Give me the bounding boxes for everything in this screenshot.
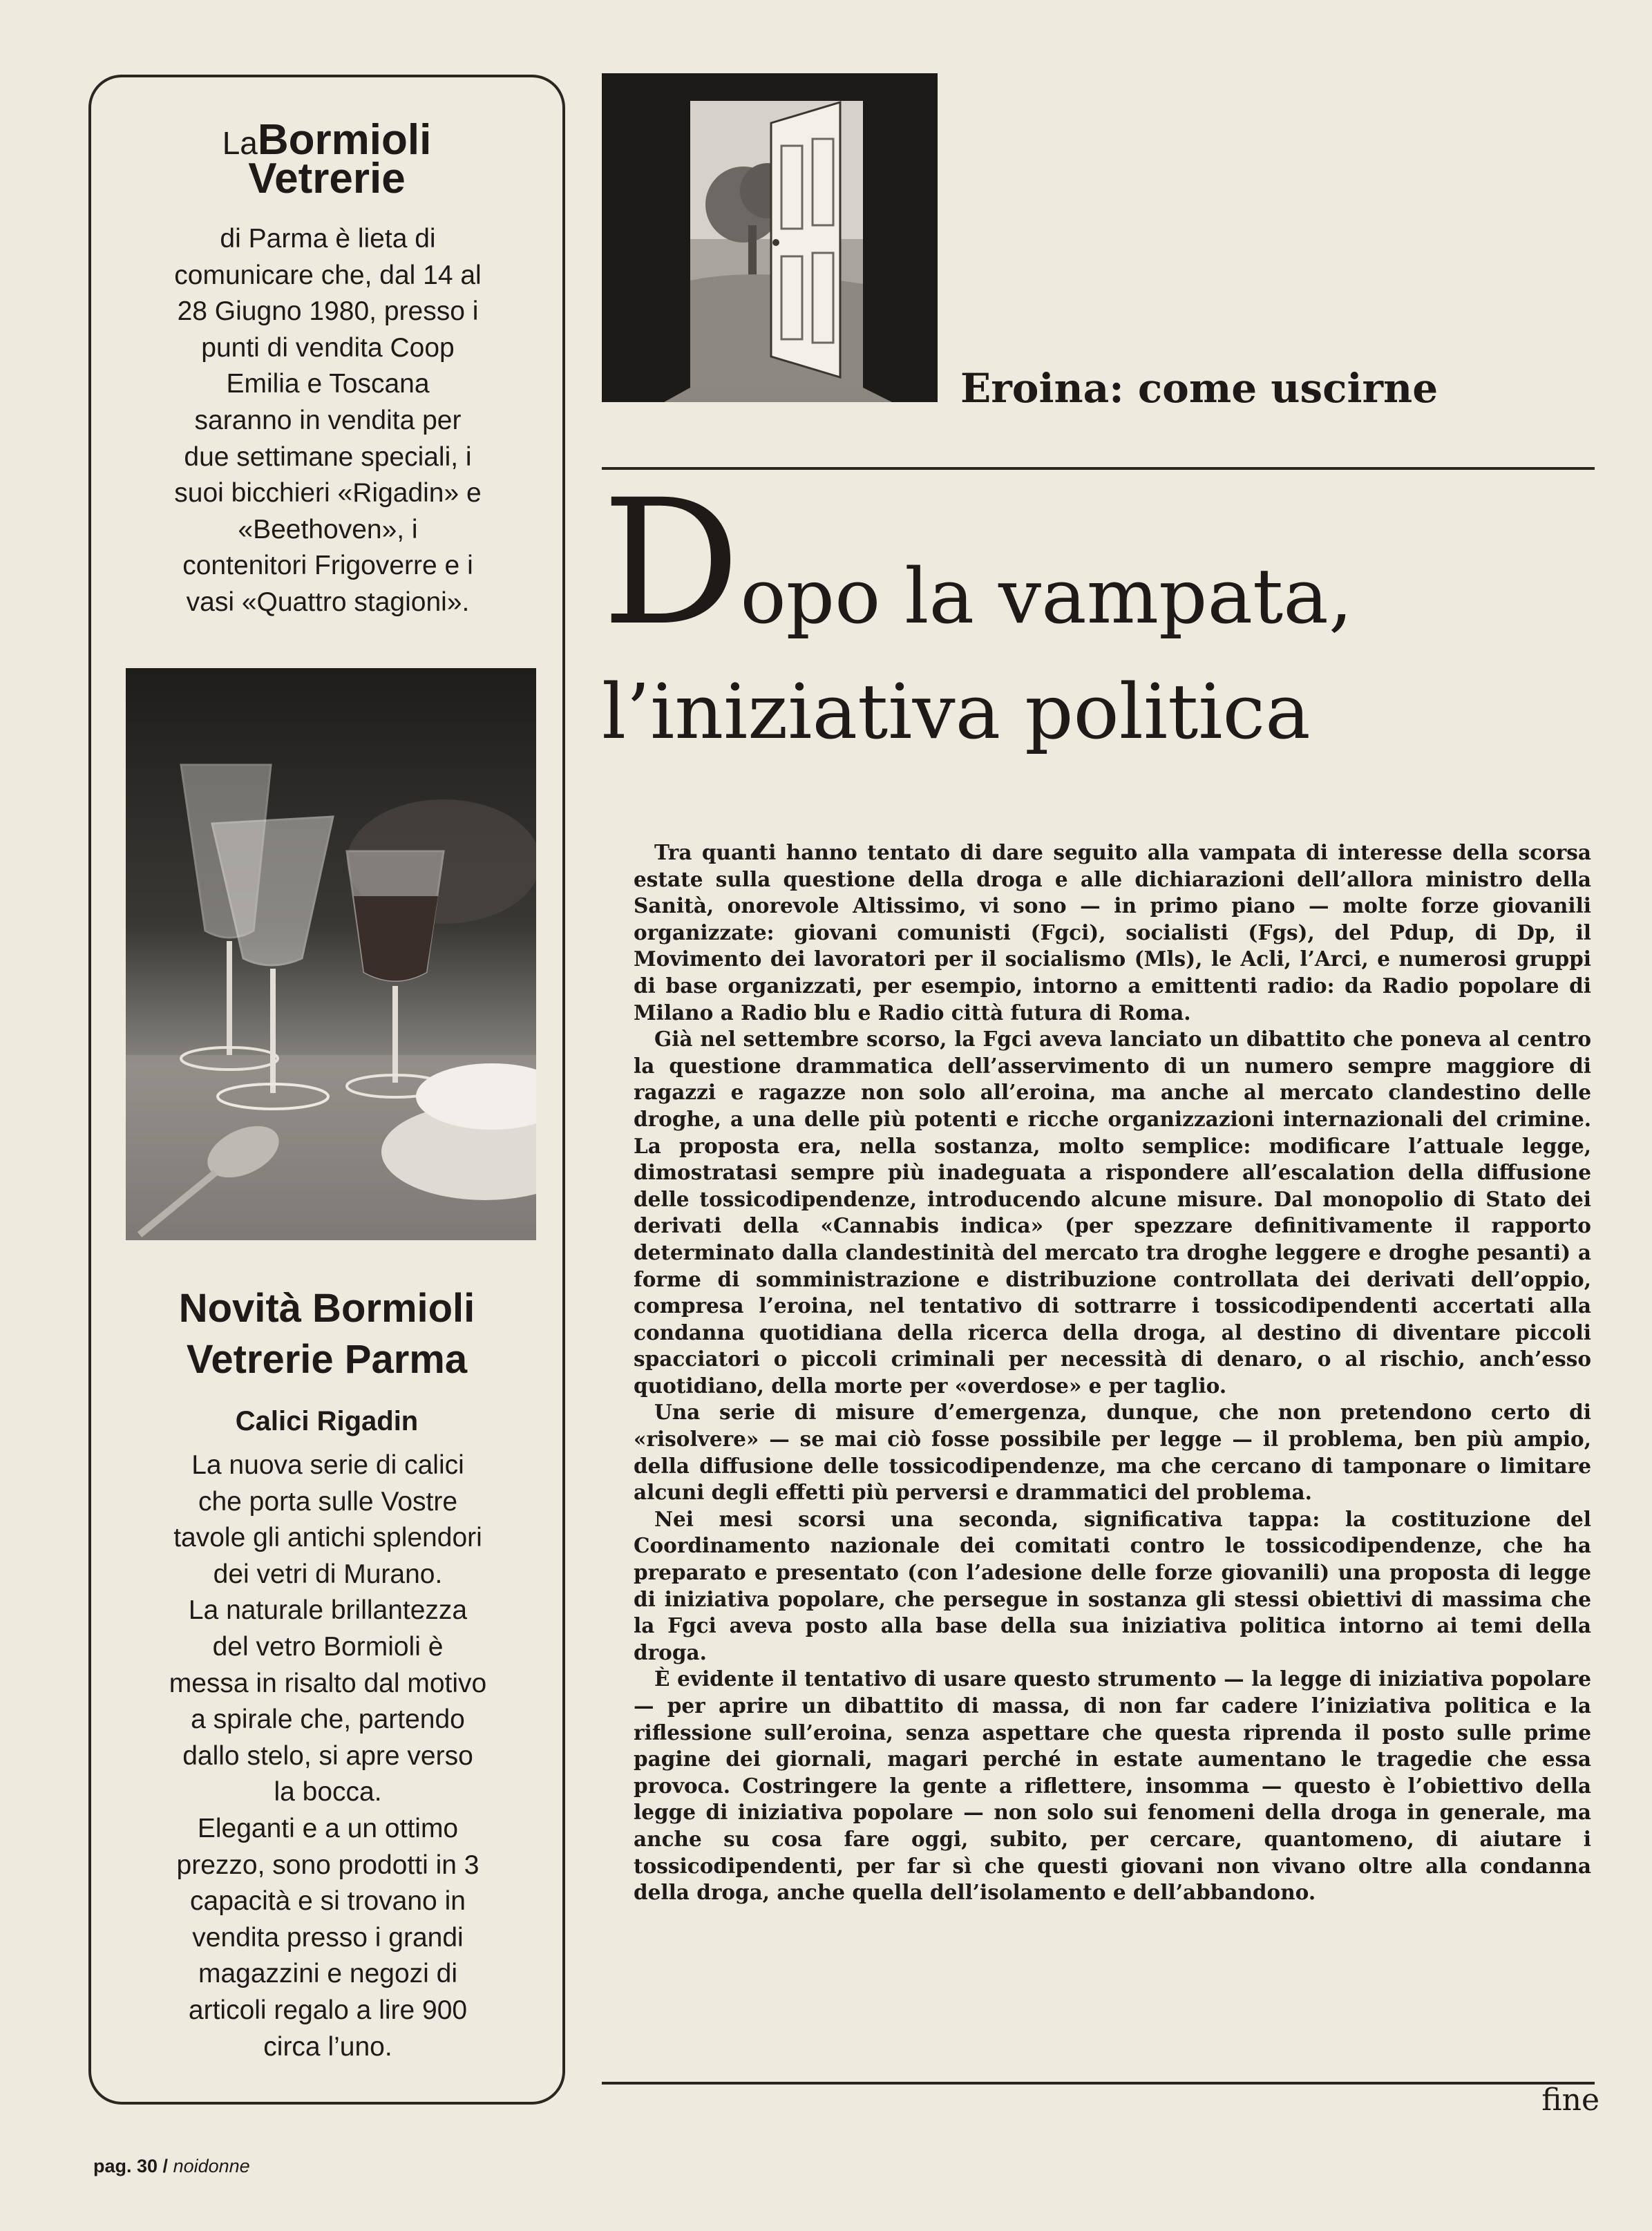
page-number: pag. 30 /	[93, 2156, 169, 2176]
headline-line1-rest: opo la vampata,	[740, 552, 1353, 640]
ad-body-line: La naturale brillantezza	[188, 1595, 468, 1626]
ad-body-line: a spirale che, partendo	[191, 1705, 465, 1735]
ad-body-line: tavole gli antichi splendori	[173, 1523, 482, 1553]
logo-prefix: La	[222, 125, 258, 161]
advertisement-box	[88, 75, 565, 2105]
ad-intro-line: vasi «Quattro stagioni».	[186, 587, 470, 617]
ad-intro-line: contenitori Frigoverre e i	[182, 551, 473, 581]
end-mark: fine	[1541, 2082, 1599, 2118]
drop-cap: D	[602, 462, 741, 663]
ad-body-text	[112, 1447, 544, 2065]
ad-body-line: Eleganti e a un ottimo	[197, 1813, 459, 1843]
article-paragraph: È evidente il tentativo di usare questo strumento — la legge di iniziativa popolare — per aprire un dibattito di massa, di non far cadere l’iniziativa politica e la riflessione sull’eroina, senza aspettare che questa riprenda il posto sulle prime pagine dei giornali, magari perché in estate aumentano le tragedie che essa provoca. Costringere la gente a riflettere, insomma — questo è l’obiettivo della legge di iniziativa popolare — non solo sui fenomeni della droga in generale, ma anche su cosa fare oggi, subito, per cercare, quantomeno, di aiutare i tossicodipendenti, per far sì che questi giovani non vivano oltre alla condanna della droga, anche quella dell’isolamento e dell’abbandono.	[634, 1667, 1591, 1905]
ad-body-line: dei vetri di Murano.	[213, 1559, 443, 1589]
article-paragraph: Già nel settembre scorso, la Fgci aveva lanciato un dibattito che poneva al centro la questione drammatica dell’asservimento di un numero sempre maggiore di ragazzi e ragazze non solo all’eroina, ma anche al mercato clandestino delle droghe, a una delle più potenti e ricche organizzazioni internazionali del crimine. La proposta era, nella sostanza, molto semplice: modificare l’attuale legge, dimostratasi sempre più inadeguata a rispondere all’escalation della diffusione delle tossicodipendenze, introducendo alcune misure. Dal monopolio di Stato dei derivati della «Cannabis indica» (per spezzare definitivamente il rapporto determinato dalla clandestinità del mercato tra droghe leggere e droghe pesanti) a forme di somministrazione e distribuzione controllata dei derivati dell’oppio, compresa l’eroina, nel tentativo di sottrarre i tossicodipendenti accertati alla condanna quotidiana della ricerca della droga, al destino di diventare piccoli spacciatori o piccoli criminali per necessità di denaro, o al rischio, anch’esso quotidiano, della morte per «overdose» e per taglio.	[634, 1027, 1591, 1398]
top-rule	[602, 467, 1595, 470]
article-body	[634, 839, 1591, 2062]
ad-body-line: messa in risalto dal motivo	[169, 1668, 487, 1698]
bottom-rule	[602, 2082, 1595, 2085]
article-paragraph: Una serie di misure d’emergenza, dunque, che non pretendono certo di «risolvere» — se mai ciò fosse possibile per legge — il problema, ben più ampio, della diffusione delle tossicodipendenze, ma che cercano di tamponare o limitare alcuni degli effetti più perversi e drammatici del problema.	[634, 1400, 1591, 1505]
ad-body-line: del vetro Bormioli è	[212, 1631, 444, 1662]
ad-intro-line: suoi bicchieri «Rigadin» e	[174, 478, 482, 509]
headline-line1	[602, 462, 1595, 663]
ad-intro-line: Emilia e Toscana	[226, 369, 430, 399]
page-footer	[93, 2152, 383, 2180]
article-paragraph: Tra quanti hanno tentato di dare seguito alla vampata di interesse della scorsa estate sulla questione della droga e alle dichiarazioni dell’allora ministro della Sanità, onorevole Altissimo, vi sono — in primo piano — molte forze giovanili organizzate: giovani comunisti (Fgci), socialisti (Fgs), del Pdup, di Dp, il Movimento dei lavoratori per il socialismo (Mls), le Acli, l’Arci, e numerosi gruppi di base organizzati, per esempio, intorno a emittenti radio: da Radio popolare di Milano a Radio blu e Radio città futura di Roma.	[634, 840, 1591, 1025]
ad-body-line: che porta sulle Vostre	[198, 1486, 458, 1517]
ad-subheading: Calici Rigadin	[235, 1406, 419, 1436]
magazine-name: noidonne	[173, 2156, 250, 2176]
door-illustration	[602, 73, 938, 402]
ad-intro-line: comunicare che, dal 14 al	[174, 260, 482, 290]
ad-heading	[91, 1283, 562, 1385]
glasses-photo	[126, 668, 536, 1240]
ad-intro-line: 28 Giugno 1980, presso i	[177, 296, 479, 327]
ad-body-line: capacità e si trovano in	[190, 1886, 466, 1917]
logo-line2: Vetrerie	[248, 155, 406, 202]
ad-body-line: magazzini e negozi di	[198, 1959, 458, 1989]
ad-heading-line2: Vetrerie Parma	[186, 1337, 468, 1382]
ad-body-line: articoli regalo a lire 900	[188, 1995, 468, 2025]
ad-heading-line1: Novità Bormioli	[178, 1286, 475, 1331]
ad-body-line: la bocca.	[274, 1777, 382, 1807]
ad-intro-line: di Parma è lieta di	[220, 224, 436, 254]
ad-body-line: La nuova serie di calici	[191, 1450, 464, 1480]
article-kicker: Eroina: come uscirne	[960, 365, 1439, 412]
article-paragraph: Nei mesi scorsi una seconda, significativa tappa: la costituzione del Coordinamento nazionale dei comitati contro le tossicodipendenze, che ha preparato e presentato (con l’adesione delle forze giovanili) una proposta di legge di iniziativa popolare, che persegue in sostanza gli stessi obiettivi di massima che la Fgci aveva posto alla base della sua iniziativa politica intorno ai temi della droga.	[634, 1506, 1591, 1664]
ad-intro-line: «Beethoven», i	[238, 514, 418, 544]
ad-intro-text	[112, 221, 544, 621]
headline-line2: l’iniziativa politica	[602, 667, 1311, 756]
ad-intro-line: saranno in vendita per	[194, 405, 462, 435]
ad-body-line: prezzo, sono prodotti in 3	[176, 1850, 480, 1880]
ad-intro-line: punti di vendita Coop	[201, 332, 455, 363]
logo-name: Bormioli	[257, 116, 432, 164]
ad-body-line: dallo stelo, si apre verso	[182, 1740, 473, 1771]
ad-intro-line: due settimane speciali, i	[184, 442, 472, 472]
ad-body-line: circa l’uno.	[263, 2031, 392, 2062]
ad-body-line: vendita presso i grandi	[192, 1922, 464, 1953]
